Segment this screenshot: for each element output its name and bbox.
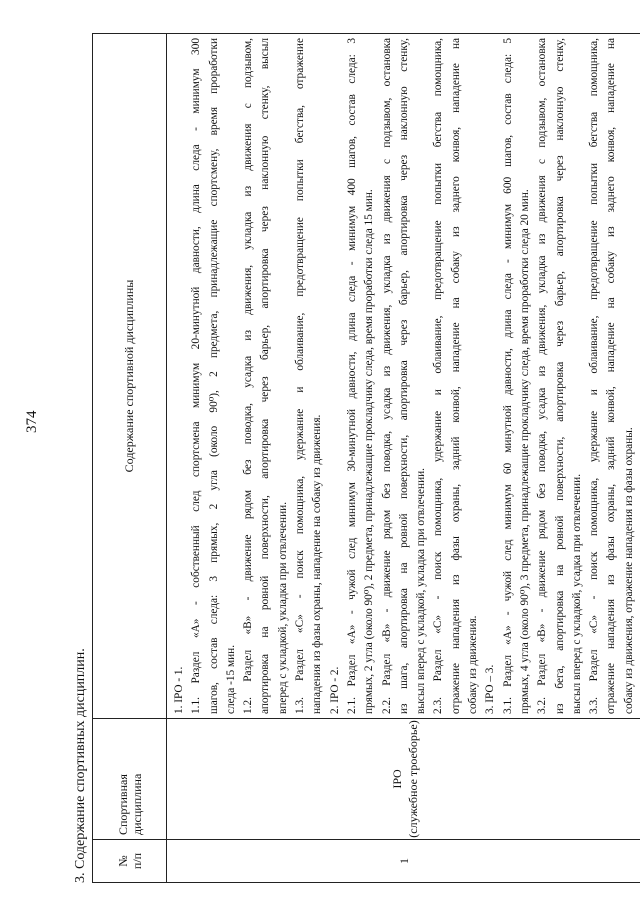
- section-title: 3. Содержание спортивных дисциплин.: [73, 648, 88, 883]
- content-line: 2.3. Раздел «С» - поиск помощника, удержание и облаивание, предотвращение попытки бегства помощника,: [432, 38, 445, 714]
- row-number: 1: [167, 840, 640, 883]
- disciplines-table: [92, 33, 640, 883]
- content-line: 2. IPO - 2.: [328, 666, 341, 714]
- header-number: [93, 840, 167, 883]
- content-line: высыл вперед с укладкой, укладка при отвлечении.: [415, 467, 428, 714]
- content-line: шагов, состав следа: 3 прямых, 2 угла (около 90⁰), 2 предмета, принадлежащие спортсмену, время проработки: [207, 38, 220, 714]
- header-number-line: №: [115, 855, 130, 867]
- content-line: нападения из фазы охраны, нападение на собаку из движения.: [311, 414, 324, 714]
- content-line: высыл вперед с укладкой, усадка при отвлечении.: [570, 473, 583, 714]
- row-discipline-name: IPO: [389, 769, 404, 789]
- content-line: апортировка на ровной поверхности, апортировка через барьер, апортировка через наклонную стенку, высыл: [259, 38, 272, 714]
- content-line: из бега, апортировка на ровной поверхности, апортировка через барьер, апортировка через наклонную стенку,: [553, 38, 566, 714]
- rotated-page-content: [72, 33, 635, 883]
- header-discipline: [93, 719, 167, 840]
- content-line: следа -15 мин.: [224, 644, 237, 714]
- row-discipline: [167, 719, 640, 840]
- table-row: [167, 34, 640, 883]
- content-line: 3.1. Раздел «А» - чужой след минимум 60 минутной давности, длина следа - минимум 600 шагов, состав следа: 5: [501, 38, 514, 714]
- content-line: 1.1. Раздел «А» - собственный след спортсмена минимум 20-минутной давности, длина следа - минимум 300: [190, 38, 203, 714]
- table-header-row: [93, 34, 167, 883]
- page-number: 374: [24, 410, 40, 433]
- content-line: 2.1. Раздел «А» - чужой след минимум 30-минутной давности, длина следа - минимум 400 шагов, состав следа: 3: [345, 38, 358, 714]
- content-line: собаку из движения, отражение нападения из фазы охраны.: [622, 427, 635, 714]
- content-line: 1.3. Раздел «С» - поиск помощника, удержание и облаивание, предотвращение попытки бегства, отражение: [294, 38, 307, 714]
- row-content: [167, 34, 640, 719]
- content-line: отражение нападения из фазы охраны, задний конвой, нападение на собаку из заднего конвоя, нападение на: [449, 38, 462, 714]
- header-discipline-line: дисциплина: [129, 773, 144, 835]
- content-line: собаку из движения.: [467, 615, 480, 714]
- content-lines: [171, 38, 638, 714]
- content-line: прямых, 4 угла (около 90⁰), 3 предмета, принадлежащие прокладчику следа, время проработки следа 20 мин.: [518, 189, 531, 714]
- content-line: отражение нападения из фазы охраны, задний конвой, нападение на собаку из заднего конвоя, нападение на: [605, 38, 618, 714]
- header-number-line: п/п: [129, 852, 144, 870]
- content-line: прямых, 2 угла (около 90⁰), 2 предмета, принадлежащие прокладчику следа, время проработки следа 15 мин.: [363, 189, 376, 714]
- header-discipline-line: Спортивная: [115, 774, 130, 835]
- content-line: из шага, апортировка на ровной поверхности, апортировка через барьер, апортировка через наклонную стенку,: [397, 38, 410, 714]
- content-line: 3. IPO – 3.: [484, 664, 497, 714]
- content-line: 1.2. Раздел «В» - движение рядом без поводка, усадка из движения, укладка из движения с подзывом,: [242, 38, 255, 714]
- content-line: 1. IPO - 1.: [173, 666, 185, 714]
- content-line: 3.2. Раздел «В» - движение рядом без поводка, усадка из движения, укладка из движения с подзывом, остановка: [536, 38, 549, 714]
- content-line: 3.3. Раздел «С» - поиск помощника, удержание и облаивание, предотвращение попытки бегства помощника,: [588, 38, 601, 714]
- content-line: вперед с укладкой, укладка при отвлечении.: [276, 501, 289, 714]
- row-discipline-subtitle: (служебное троеборье): [405, 720, 420, 838]
- content-line: 2.2. Раздел «В» - движение рядом без поводка, усадка из движения, укладка из движения с подзывом, остановка: [380, 38, 393, 714]
- header-content: Содержание спортивной дисциплины: [93, 34, 167, 719]
